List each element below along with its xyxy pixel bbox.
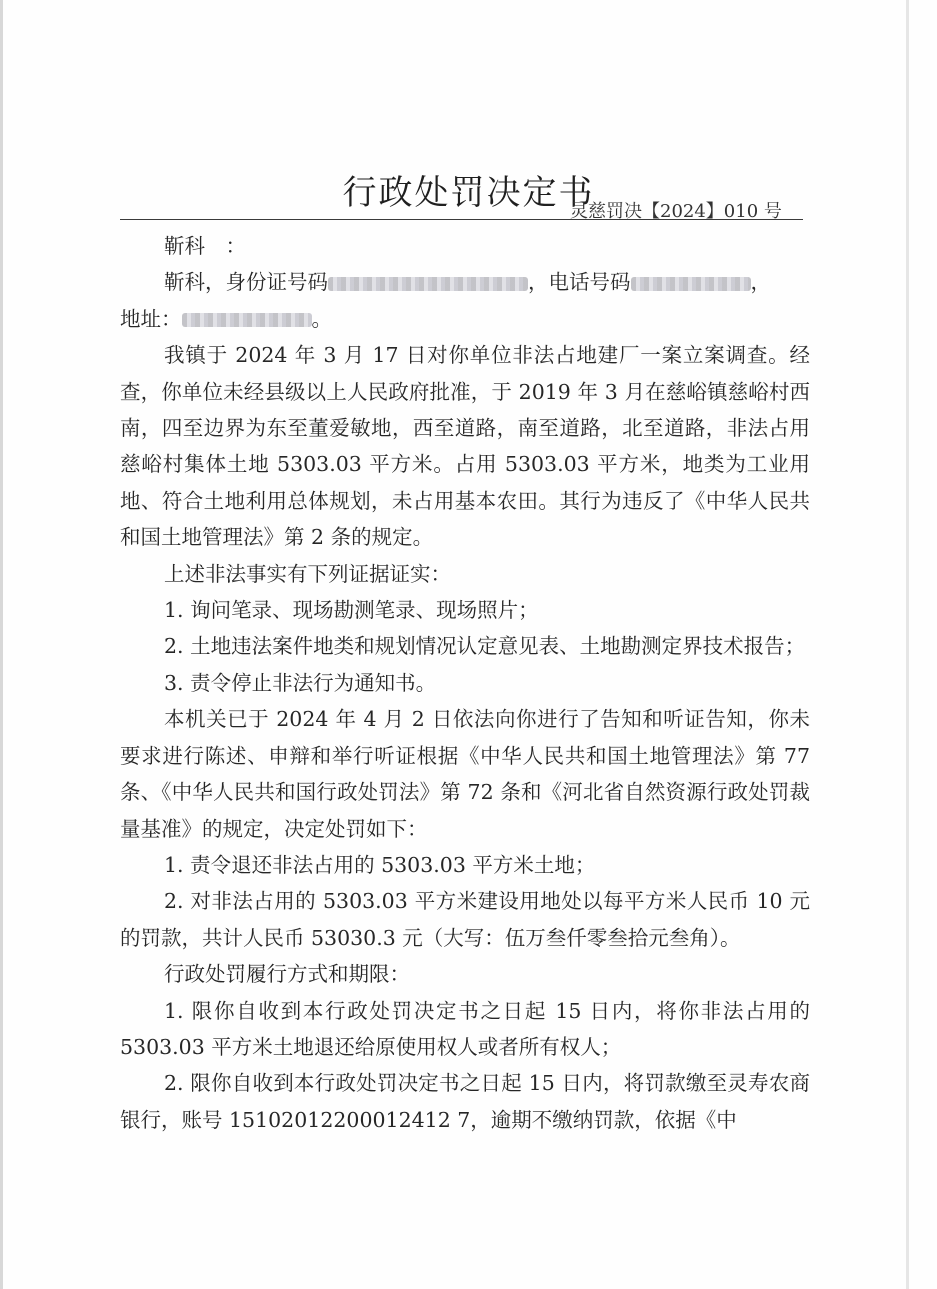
document-title: 行政处罚决定书 xyxy=(342,172,595,213)
evidence-item: 2. 土地违法案件地类和规划情况认定意见表、土地勘测定界技术报告； xyxy=(164,634,806,659)
addressee: 靳科 ： xyxy=(164,234,246,258)
execution-item: 2. 限你自收到本行政处罚决定书之日起 15 日内，将罚款缴至灵寿农商银行，账号 15102012200012412 7，逾期不缴纳罚款，依据《中 xyxy=(120,1071,810,1132)
id-label: 靳科，身份证号码 xyxy=(164,270,328,295)
party-info-line xyxy=(120,264,810,300)
header-divider xyxy=(120,219,803,220)
evidence-item: 1. 询问笔录、现场勘测笔录、现场照片； xyxy=(164,598,539,623)
redacted-address xyxy=(182,313,312,327)
phone-suffix: ， xyxy=(750,270,771,295)
execution-item: 1. 限你自收到本行政处罚决定书之日起 15 日内，将你非法占用的 5303.03 平方米土地退还给原使用权人或者所有权人； xyxy=(120,998,810,1059)
decision-paragraph: 本机关已于 2024 年 4 月 2 日依法向你进行了告知和听证告知，你未要求进行陈述、申辩和举行听证根据《中华人民共和国土地管理法》第 77 条、《中华人民共和国行政处罚法》第 72 条和《河北省自然资源行政处罚裁量基准》的规定，决定处罚如下： xyxy=(120,707,810,841)
redacted-phone-number xyxy=(631,277,751,291)
penalty-item: 1. 责令退还非法占用的 5303.03 平方米土地； xyxy=(164,852,596,877)
evidence-intro: 上述非法事实有下列证据证实： xyxy=(164,561,451,586)
facts-paragraph: 我镇于 2024 年 3 月 17 日对你单位非法占地建厂一案立案调查。经查，你单位未经县级以上人民政府批准，于 2019 年 3 月在慈峪镇慈峪村西南，四至边界为东至董爱敏地，西至道路，南至道路，北至道路，非法占用慈峪村集体土地 5303.03 平方米。占用 5303.03 平方米，地类为工业用地、符合土地利用总体规划，未占用基本农田。其行为违反了《中华人民共和国土地管理法》第 2 条的规定。 xyxy=(120,343,810,550)
redacted-id-number xyxy=(328,277,528,291)
document-number: 灵慈罚决【2024】010 号 xyxy=(570,201,782,222)
phone-label: ，电话号码 xyxy=(528,270,631,295)
penalty-item: 2. 对非法占用的 5303.03 平方米建设用地处以每平方米人民币 10 元的罚款，共计人民币 53030.3 元（大写：伍万叁仟零叁拾元叁角）。 xyxy=(120,889,810,950)
address-suffix: 。 xyxy=(311,306,332,331)
address-line xyxy=(120,301,810,337)
address-label: 地址： xyxy=(120,306,182,331)
evidence-item: 3. 责令停止非法行为通知书。 xyxy=(164,670,437,695)
document-body xyxy=(120,228,810,1138)
execution-intro: 行政处罚履行方式和期限： xyxy=(164,962,410,987)
